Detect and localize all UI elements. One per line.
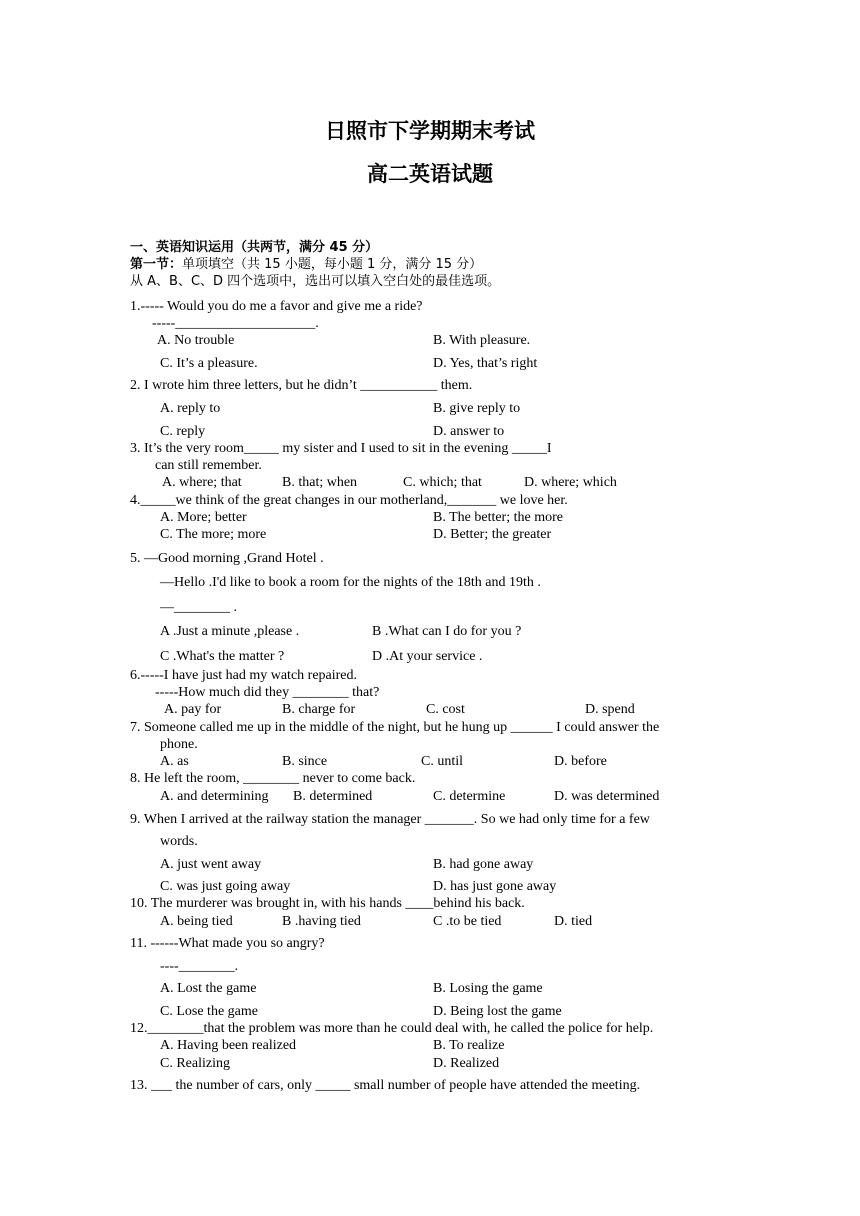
question-line: D. Better; the greater — [433, 527, 552, 542]
question-line: ----________. — [160, 959, 239, 974]
question-line: 6.-----I have just had my watch repaired. — [130, 668, 358, 683]
question-line: A .Just a minute ,please . — [160, 624, 300, 639]
question-line: C. which; that — [403, 475, 482, 490]
question-line: 5. —Good morning ,Grand Hotel . — [130, 551, 324, 566]
question-line: C .What's the matter ? — [160, 649, 285, 664]
question-line: C. until — [421, 754, 464, 769]
question-line: D. was determined — [554, 789, 660, 804]
exam-subtitle: 高二英语试题 — [367, 162, 493, 186]
question-line: C. determine — [433, 789, 506, 804]
question-line: B. had gone away — [433, 857, 534, 872]
question-line: B. determined — [293, 789, 373, 804]
question-line: 12.________that the problem was more than he could deal with, he called the police for help. — [130, 1021, 654, 1036]
question-line: 13. ___ the number of cars, only _____ small number of people have attended the meeting. — [130, 1078, 641, 1093]
question-line: B. give reply to — [433, 401, 521, 416]
question-line: A. as — [160, 754, 189, 769]
question-line: B .having tied — [282, 914, 361, 929]
question-line: A. Having been realized — [160, 1038, 297, 1053]
question-line: D. where; which — [524, 475, 617, 490]
question-line: B. The better; the more — [433, 510, 563, 525]
question-line: 1.----- Would you do me a favor and give me a ride? — [130, 299, 423, 314]
question-line: C. cost — [426, 702, 465, 717]
question-line: A. reply to — [160, 401, 221, 416]
section1-label: 第一节： — [130, 257, 183, 272]
question-line: 4._____we think of the great changes in our motherland,_______ we love her. — [130, 493, 568, 508]
question-line: D. spend — [585, 702, 635, 717]
question-line: B .What can I do for you ? — [372, 624, 522, 639]
question-line: -----____________________. — [152, 316, 319, 331]
question-line: —Hello .I'd like to book a room for the nights of the 18th and 19th . — [160, 575, 541, 590]
question-line: C. Lose the game — [160, 1004, 258, 1019]
part1-heading: 一、英语知识运用（共两节，满分 45 分） — [130, 240, 379, 255]
question-line: D. answer to — [433, 424, 505, 439]
question-line: A. More; better — [160, 510, 247, 525]
question-line: D. Yes, that’s right — [433, 356, 538, 371]
question-line: C .to be tied — [433, 914, 502, 929]
question-line: A. being tied — [160, 914, 233, 929]
question-line: A. and determining — [160, 789, 269, 804]
question-line: D. before — [554, 754, 607, 769]
question-line: B. since — [282, 754, 328, 769]
question-line: B. that; when — [282, 475, 358, 490]
question-line: C. was just going away — [160, 879, 291, 894]
question-line: D. Realized — [433, 1056, 500, 1071]
question-line: D. Being lost the game — [433, 1004, 562, 1019]
question-line: D .At your service . — [372, 649, 483, 664]
question-line: 8. He left the room, ________ never to come back. — [130, 771, 416, 786]
question-line: 11. ------What made you so angry? — [130, 936, 325, 951]
question-line: C. Realizing — [160, 1056, 230, 1071]
question-line: B. charge for — [282, 702, 356, 717]
section1-desc: 单项填空（共 15 小题，每小题 1 分，满分 15 分） — [182, 257, 483, 272]
question-line: 10. The murderer was brought in, with his hands ____behind his back. — [130, 896, 525, 911]
question-line: A. just went away — [160, 857, 262, 872]
question-line: 9. When I arrived at the railway station the manager _______. So we had only time for a few — [130, 812, 650, 827]
question-line: A. Lost the game — [160, 981, 257, 996]
question-line: A. No trouble — [157, 333, 235, 348]
question-line: 3. It’s the very room_____ my sister and I used to sit in the evening _____I — [130, 441, 552, 456]
question-line: B. With pleasure. — [433, 333, 531, 348]
question-line: can still remember. — [155, 458, 262, 473]
question-line: D. tied — [554, 914, 593, 929]
question-line: C. It’s a pleasure. — [160, 356, 258, 371]
question-line: D. has just gone away — [433, 879, 557, 894]
question-line: C. reply — [160, 424, 206, 439]
question-line: 2. I wrote him three letters, but he didn’t ___________ them. — [130, 378, 473, 393]
question-line: A. where; that — [162, 475, 242, 490]
question-line: A. pay for — [164, 702, 222, 717]
question-line: 7. Someone called me up in the middle of the night, but he hung up ______ I could answer the — [130, 720, 660, 735]
question-line: B. Losing the game — [433, 981, 543, 996]
question-line: -----How much did they ________ that? — [155, 685, 380, 700]
question-line: C. The more; more — [160, 527, 267, 542]
question-line: phone. — [160, 737, 198, 752]
question-line: B. To realize — [433, 1038, 505, 1053]
question-line: —________ . — [160, 600, 237, 615]
exam-title: 日照市下学期期末考试 — [325, 119, 535, 143]
instruction-text: 从 A、B、C、D 四个选项中，选出可以填入空白处的最佳选项。 — [130, 274, 501, 289]
section1-heading — [130, 257, 482, 273]
question-line: words. — [160, 834, 198, 849]
